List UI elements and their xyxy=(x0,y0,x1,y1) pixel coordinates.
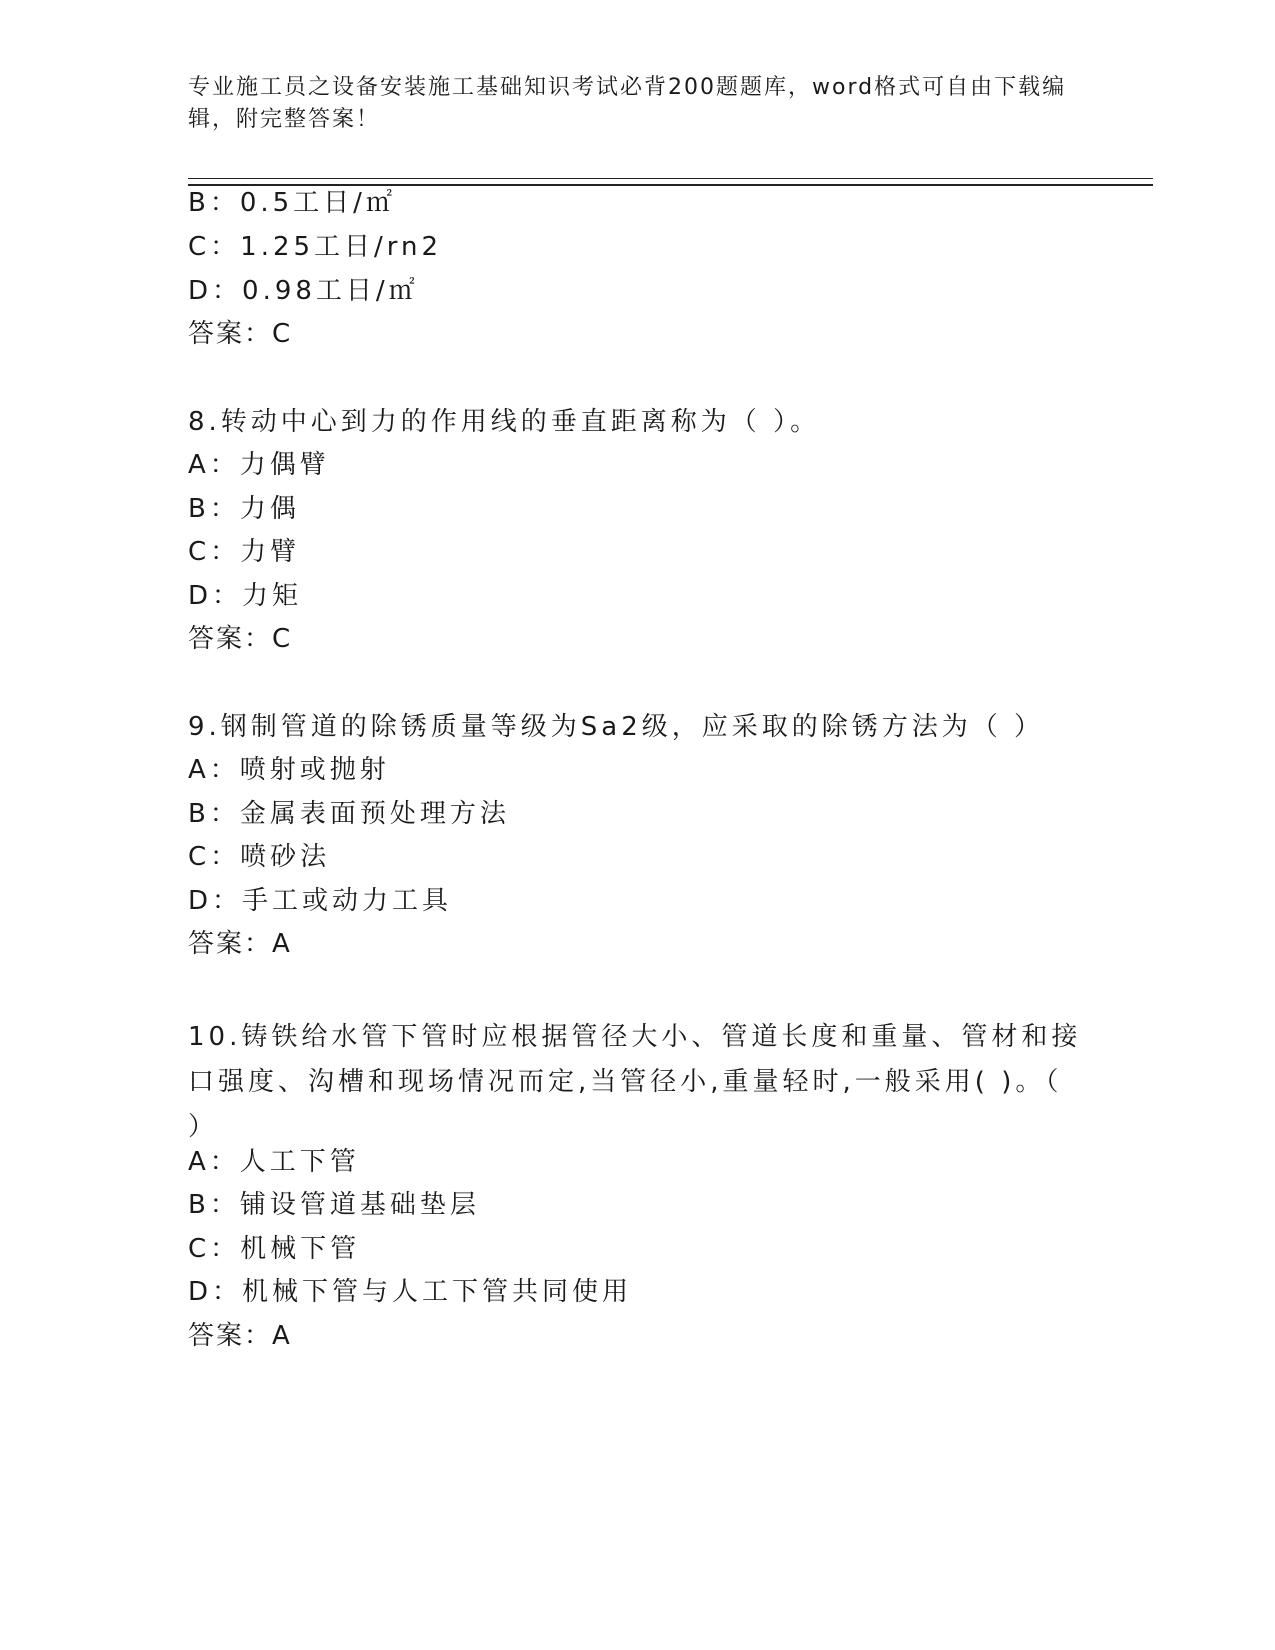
q10-stem: 10.铸铁给水管下管时应根据管径大小、管道长度和重量、管材和接口强度、沟槽和现场情况而定,当管径小,重量轻时,一般采用( )。（ ） xyxy=(188,1022,1082,1142)
q9-option-a: A：喷射或抛射 xyxy=(188,755,390,785)
q9-answer: 答案：A xyxy=(188,929,292,959)
q10-option-b: B：铺设管道基础垫层 xyxy=(188,1190,480,1220)
q8-stem: 8.转动中心到力的作用线的垂直距离称为（ ）。 xyxy=(188,407,821,437)
q8-option-b: B：力偶 xyxy=(188,494,300,524)
q10-option-a: A：人工下管 xyxy=(188,1147,360,1177)
q10-answer: 答案：A xyxy=(188,1321,292,1351)
q7-answer: 答案：C xyxy=(188,319,293,349)
q8-option-a: A：力偶臂 xyxy=(188,450,330,480)
q7-option-b: B：0.5工日/㎡ xyxy=(188,188,396,218)
q9-option-d: D：手工或动力工具 xyxy=(188,886,453,916)
header-divider xyxy=(188,178,1153,186)
q9-option-c: C：喷砂法 xyxy=(188,842,331,872)
q8-answer: 答案：C xyxy=(188,624,293,654)
page-header: 专业施工员之设备安装施工基础知识考试必背200题题库，word格式可自由下载编辑，附完整答案！ xyxy=(188,75,1067,132)
q7-option-c: C：1.25工日/rn2 xyxy=(188,232,443,262)
q8-option-d: D：力矩 xyxy=(188,581,303,611)
q8-option-c: C：力臂 xyxy=(188,537,301,567)
q9-stem: 9.钢制管道的除锈质量等级为Sa2级，应采取的除锈方法为（ ） xyxy=(188,712,1045,742)
q9-option-b: B：金属表面预处理方法 xyxy=(188,799,510,829)
q10-option-d: D：机械下管与人工下管共同使用 xyxy=(188,1277,633,1307)
q7-option-d: D：0.98工日/㎡ xyxy=(188,276,419,306)
q10-option-c: C：机械下管 xyxy=(188,1234,361,1264)
